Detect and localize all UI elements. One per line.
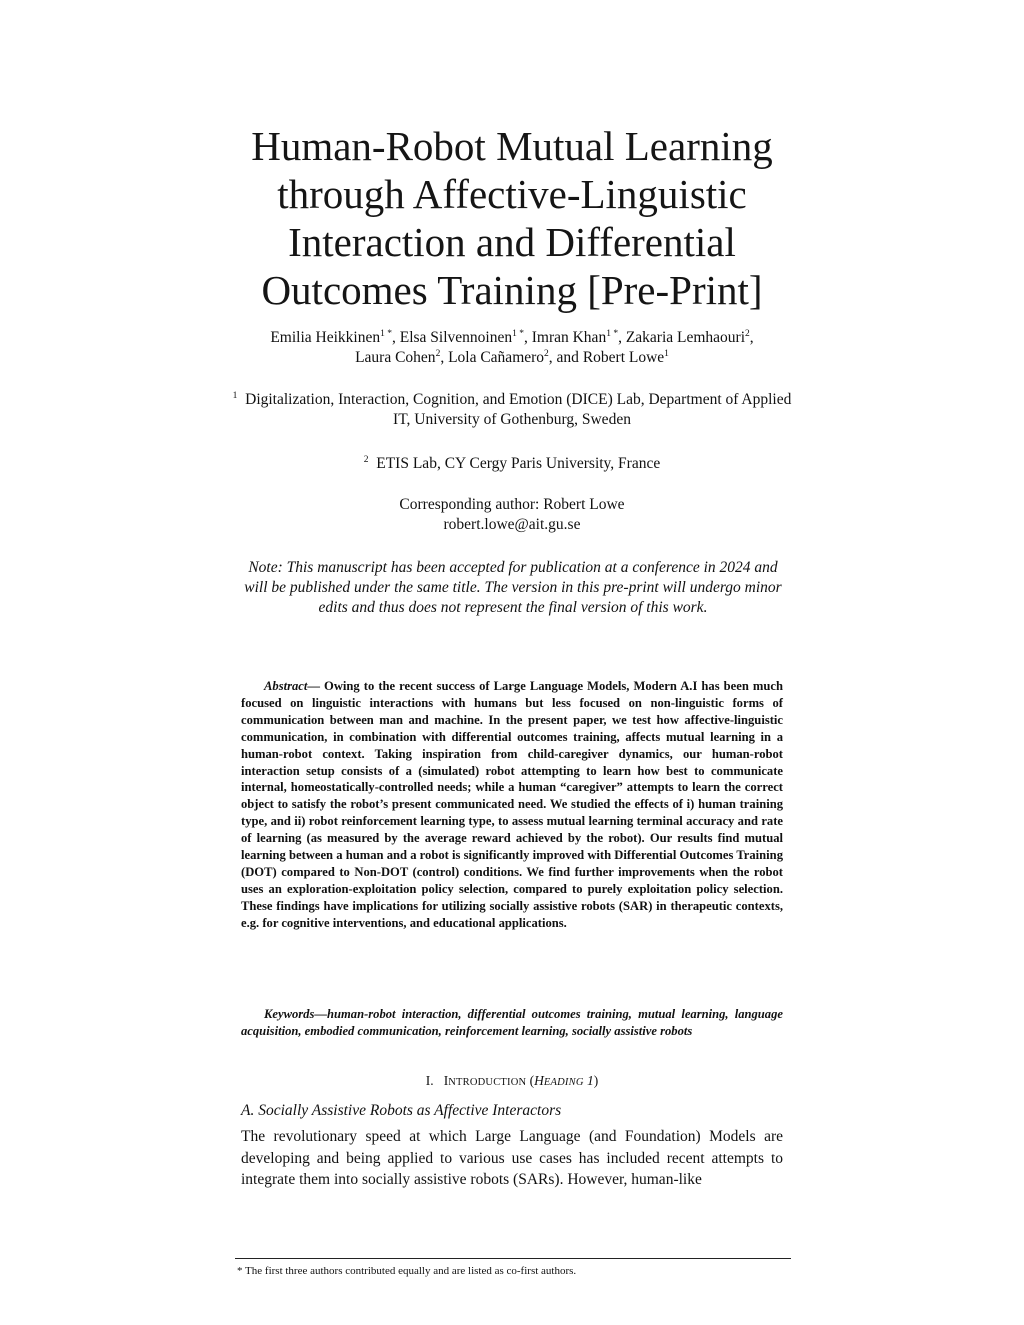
corresponding-author-email[interactable]: robert.lowe@ait.gu.se [443,516,581,533]
heading-label-initial: H [534,1073,544,1088]
author-list: Emilia Heikkinen$^{1 *}$, Elsa Silvennoinen$^{1 *}$, Imran Khan$^{1 *}$, Zakaria Lemhaouri$^2$, Laura Cohen$^2$, Lola Cañamero$^2$, and Robert Lowe$^1$ [270,329,754,366]
keywords: Keywords—human-robot interaction, differential outcomes training, mutual learning, language acquisition, embodied communication, reinforcement learning, socially assistive robots [241,1007,783,1038]
corresponding-author-label: Corresponding author: Robert Lowe [399,496,625,513]
author-affiliation-mark: 1 * [512,329,524,339]
affiliation-1 [226,390,798,430]
affiliation-mark: 2 [363,455,369,465]
paper-title [150,122,874,314]
section-title-initial: I [443,1073,449,1088]
author-name: Imran Khan [531,329,607,346]
corresponding-author [200,495,824,535]
affiliation-2 [200,454,824,474]
subsection-heading-a: A. Socially Assistive Robots as Affective Interactors [241,1102,562,1119]
abstract [241,678,783,932]
author-affiliation-mark: 1 * [606,329,619,339]
author-name: Emilia Heikkinen [270,329,381,346]
paren-open: ( [529,1073,535,1088]
heading-label-rest: EADING [543,1077,584,1088]
preprint-note: Note: This manuscript has been accepted for publication at a conference in 2024 and will be published under the same title. The version in this pre-print will undergo minor edits and thus does not represent the final version of this work. [244,559,782,616]
affiliation-mark: 1 [232,391,238,401]
section-number: I. [425,1073,434,1088]
affiliation-text: Digitalization, Interaction, Cognition, and Emotion (DICE) Lab, Department of Applied IT, University of Gothenburg, Sweden [245,391,792,428]
author-affiliation-mark: 1 * [380,329,392,339]
author-affiliation-mark: 1 [664,349,669,359]
heading-label-number: 1 [586,1073,594,1088]
paren-close: ) [593,1073,599,1088]
author-name: Laura Cohen [355,349,436,366]
author-affiliation-mark: 2 [544,349,549,359]
abstract-text: — Owing to the recent success of Large Language Models, Modern A.I has been much focused on linguistic interactions with humans but less focused on non-linguistic forms of communication between man and machine. In the present paper, we test how affective-linguistic communication, in combination with differential outcomes training, affects mutual learning in a human-robot context. Taking inspiration from child-caregiver dynamics, our human-robot interaction setup consists of a (simulated) robot attempting to learn how best to communicate internal, homeostatically-controlled needs; while a human “caregiver” attempts to learn the correct object to satisfy the robot’s present communicated need. We studied the effects of i) human training type, and ii) robot reinforcement learning type, to assess mutual learning terminal accuracy and rate of learning (as measured by the average reward achieved by the robot). Our results find mutual learning between a human and a robot is significantly improved with Differential Outcomes Training (DOT) compared to Non-DOT (control) conditions. We find further improvements when the robot uses an exploration-exploitation policy selection, compared to purely exploitation policy selection. These findings have implications for utilizing socially assistive robots (SAR) in therapeutic contexts, e.g. for cognitive interventions, and educational applications. [241,679,783,930]
intro-paragraph: The revolutionary speed at which Large Language (and Foundation) Models are developing and being applied to various use cases has included recent attempts to integrate them into socially assistive robots (SARs). However, human-like [241,1128,783,1188]
abstract-label: Abstract [264,679,308,693]
author-name: Zakaria Lemhaouri [625,329,746,346]
affiliation-text: ETIS Lab, CY Cergy Paris University, France [376,455,661,472]
title-line: Interaction and Differential [288,219,736,265]
title-line: Human-Robot Mutual Learning [251,123,773,169]
title-line: through Affective-Linguistic [277,171,747,217]
section-heading-introduction [241,1072,783,1092]
footnote: * The first three authors contributed equally and are listed as co-first authors. [237,1265,577,1277]
author-affiliation-mark: 2 [745,329,750,339]
section-title-rest: NTRODUCTION [448,1077,527,1088]
author-name: Elsa Silvennoinen [399,329,513,346]
footnote-divider [235,1258,791,1259]
author-affiliation-mark: 2 [435,349,441,359]
author-name: Robert Lowe [582,349,665,366]
author-name: Lola Cañamero [448,349,545,366]
title-line: Outcomes Training [Pre-Print] [261,267,763,313]
